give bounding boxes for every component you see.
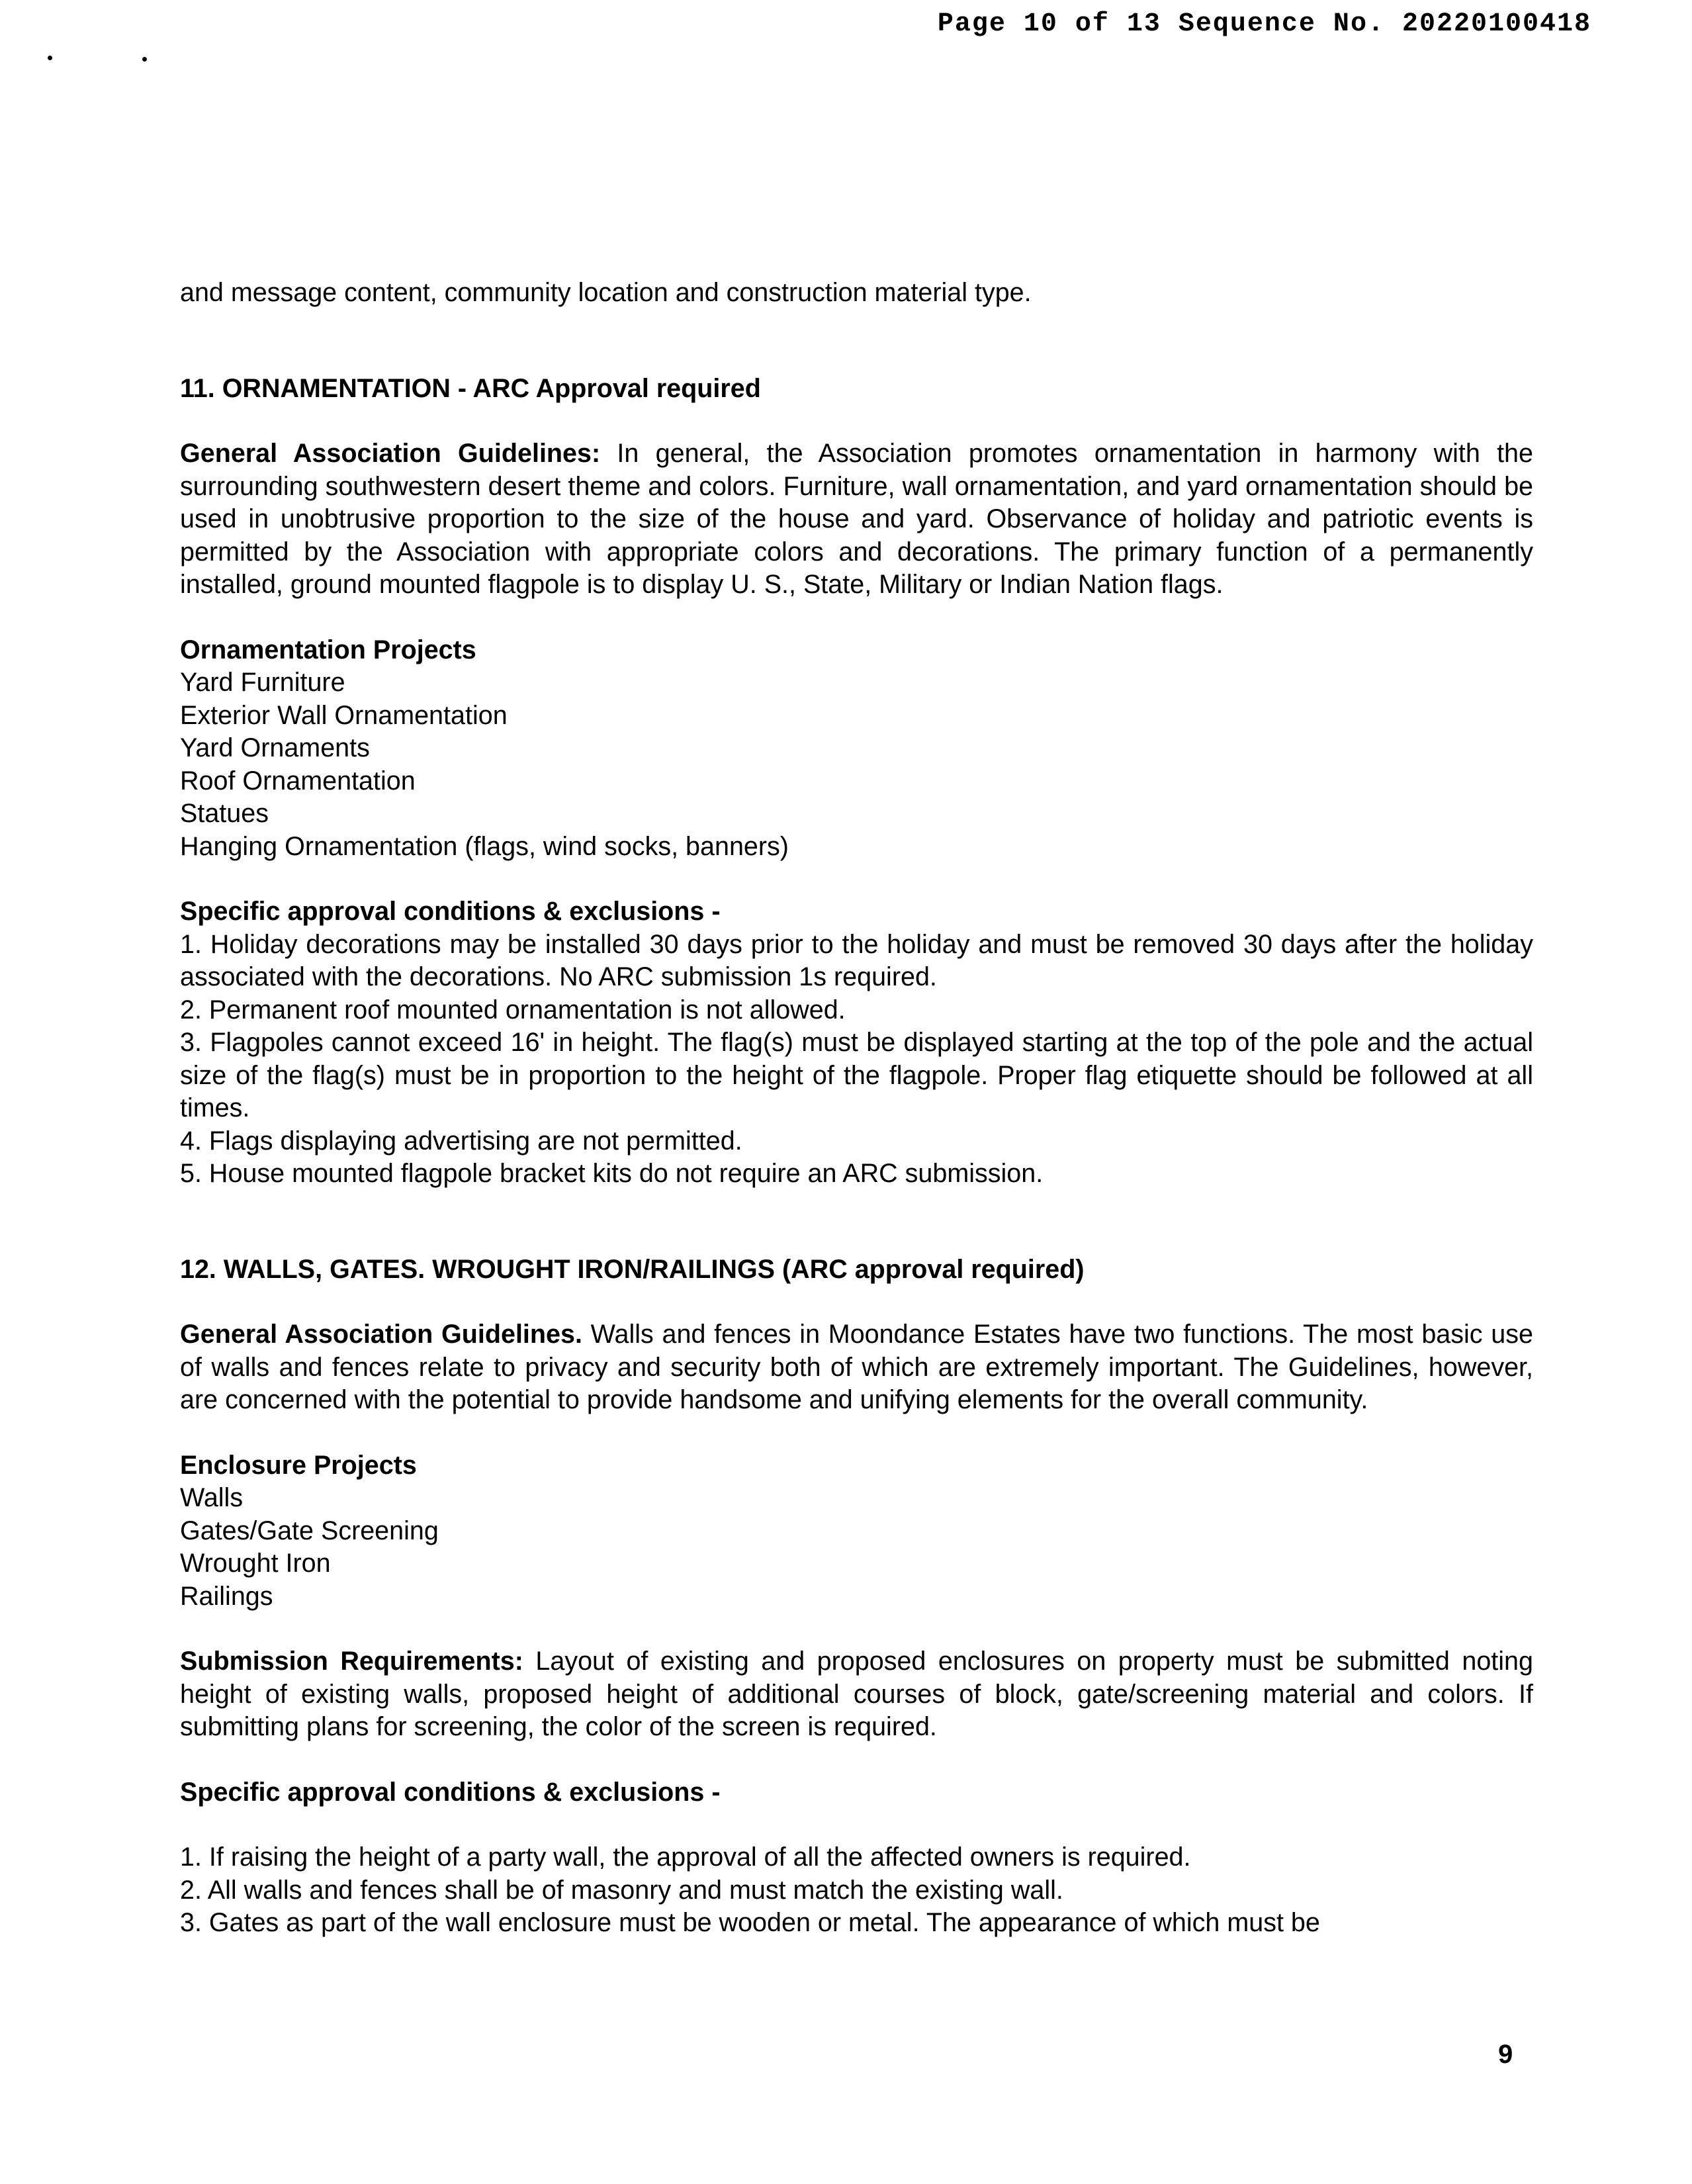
guidelines-label: General Association Guidelines. [180,1320,582,1349]
condition-item: 3. Gates as part of the wall enclosure must be wooden or metal. The appearance of which must be [180,1908,1320,1937]
condition-item: 1. If raising the height of a party wall, the approval of all the affected owners is required. [180,1843,1191,1872]
condition-item: 1. Holiday decorations may be installed 30 days prior to the holiday and must be removed 30 days after the holiday associated with the decorations. No ARC submission 1s required. [180,929,1533,991]
project-item: Yard Ornaments [180,733,370,762]
submission-text: Layout of existing and proposed enclosures on property must be submitted noting height of existing walls, proposed height of additional courses of block, gate/screening material and colors. If submitting plans for screening, the color of the screen is required. [180,1647,1533,1741]
project-item: Wrought Iron [180,1549,331,1578]
intro-line: and message content, community location and construction material type. [180,278,1032,307]
enclosure-projects-heading: Enclosure Projects [180,1450,417,1480]
submission-label: Submission Requirements: [180,1647,523,1676]
condition-item: 2. Permanent roof mounted ornamentation is not allowed. [180,995,846,1024]
section-12-heading: 12. WALLS, GATES. WROUGHT IRON/RAILINGS (ARC approval required) [180,1254,1085,1284]
project-item: Yard Furniture [180,668,345,697]
section-12-conditions-heading: Specific approval conditions & exclusions - [180,1777,721,1807]
project-item: Walls [180,1483,244,1512]
section-12-guidelines [180,1318,1533,1417]
condition-item: 2. All walls and fences shall be of masonry and must match the existing wall. [180,1875,1063,1905]
project-item: Exterior Wall Ornamentation [180,700,508,730]
condition-item: 4. Flags displaying advertising are not permitted. [180,1126,742,1156]
ornamentation-projects-heading: Ornamentation Projects [180,635,476,664]
page-number: 9 [1498,2040,1513,2069]
project-item: Gates/Gate Screening [180,1516,439,1545]
guidelines-text: Walls and fences in Moondance Estates have two functions. The most basic use of walls and fences relate to privacy and security both of which are extremely important. The Guidelines, however, are concerned with the potential to provide handsome and unifying elements for the overall community. [180,1320,1533,1414]
guidelines-label: General Association Guidelines: [180,439,601,468]
section-11-conditions-heading: Specific approval conditions & exclusions - [180,897,721,926]
document-body [180,277,1533,1940]
project-item: Roof Ornamentation [180,766,416,796]
submission-requirements [180,1645,1533,1744]
page-header: Page 10 of 13 Sequence No. 20220100418 [937,9,1591,39]
condition-item: 5. House mounted flagpole bracket kits do not require an ARC submission. [180,1159,1044,1188]
project-item: Statues [180,799,269,828]
condition-item: 3. Flagpoles cannot exceed 16' in height. The flag(s) must be displayed starting at the top of the pole and the actual size of the flag(s) must be in proportion to the height of the flagpole. Proper flag etiquette should be followed at all times. [180,1028,1533,1122]
section-11-heading: 11. ORNAMENTATION - ARC Approval required [180,373,761,403]
scan-speck [142,57,147,62]
project-item: Hanging Ornamentation (flags, wind socks, banners) [180,831,789,861]
scan-speck [48,56,52,60]
section-11-guidelines [180,437,1533,602]
project-item: Railings [180,1581,273,1611]
guidelines-text: In general, the Association promotes ornamentation in harmony with the surrounding southwestern desert theme and colors. Furniture, wall ornamentation, and yard ornamentation should be used in unobtrusive proportion to the size of the house and yard. Observance of holiday and patriotic events is permitted by the Association with appropriate colors and decorations. The primary function of a permanently installed, ground mounted flagpole is to display U. S., State, Military or Indian Nation flags. [180,439,1533,599]
